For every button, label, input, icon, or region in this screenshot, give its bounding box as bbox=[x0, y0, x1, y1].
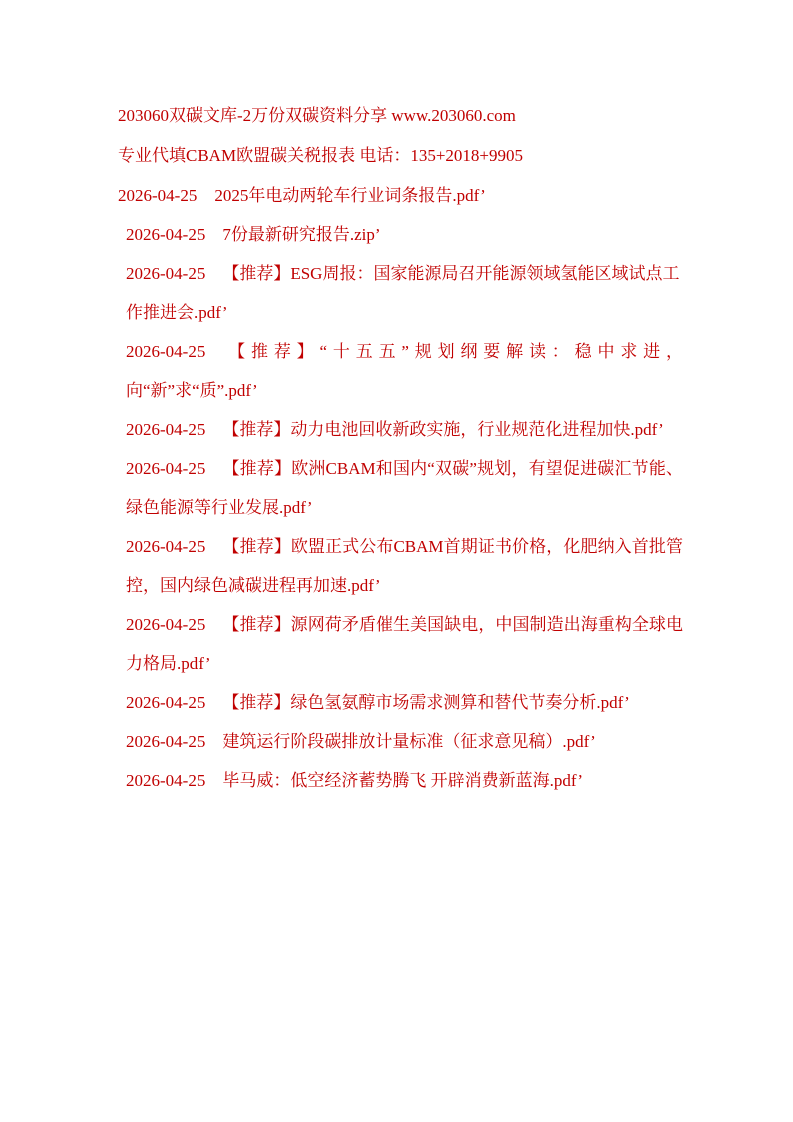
list-item bbox=[118, 410, 683, 449]
entry-date: 2026-04-25 bbox=[126, 264, 206, 283]
entry-filename: 【推荐】“十五五”规划纲要解读：稳中求进，向“新”求“质”.pdf’ bbox=[126, 342, 683, 400]
list-item bbox=[118, 722, 683, 761]
entry-filename: 建筑运行阶段碳排放计量标准（征求意见稿）.pdf’ bbox=[222, 732, 596, 751]
entry-date: 2026-04-25 bbox=[126, 225, 206, 244]
entry-date: 2026-04-25 bbox=[126, 771, 206, 790]
list-item bbox=[118, 215, 683, 254]
list-item bbox=[118, 332, 683, 410]
entry-date: 2026-04-25 bbox=[126, 615, 206, 634]
entry-filename: 【推荐】绿色氢氨醇市场需求测算和替代节奏分析.pdf’ bbox=[222, 693, 630, 712]
entry-date: 2026-04-25 bbox=[126, 420, 206, 439]
entry-filename: 【推荐】动力电池回收新政实施，行业规范化进程加快.pdf’ bbox=[222, 420, 664, 439]
header-line-site: 203060双碳文库-2万份双碳资料分享 www.203060.com bbox=[118, 106, 516, 125]
entry-filename: 【推荐】欧洲CBAM和国内“双碳”规划，有望促进碳汇节能、绿色能源等行业发展.pdf’ bbox=[126, 459, 683, 517]
list-item bbox=[118, 254, 683, 332]
list-item bbox=[118, 527, 683, 605]
entry-date: 2026-04-25 bbox=[126, 459, 206, 478]
entry-filename: 毕马威：低空经济蓄势腾飞 开辟消费新蓝海.pdf’ bbox=[222, 771, 584, 790]
file-listing bbox=[118, 176, 683, 800]
entry-filename: 【推荐】欧盟正式公布CBAM首期证书价格，化肥纳入首批管控，国内绿色减碳进程再加速.pdf’ bbox=[126, 537, 683, 595]
list-item bbox=[118, 176, 683, 215]
entry-date: 2026-04-25 bbox=[126, 732, 206, 751]
list-item bbox=[118, 605, 683, 683]
entry-date: 2026-04-25 bbox=[118, 186, 198, 205]
list-item bbox=[118, 683, 683, 722]
document-header bbox=[118, 96, 683, 176]
entry-filename: 7份最新研究报告.zip’ bbox=[222, 225, 381, 244]
entry-date: 2026-04-25 bbox=[126, 693, 206, 712]
header-line-service: 专业代填CBAM欧盟碳关税报表 电话：135+2018+9905 bbox=[118, 146, 523, 165]
list-item bbox=[118, 761, 683, 800]
list-item bbox=[118, 449, 683, 527]
entry-date: 2026-04-25 bbox=[126, 342, 206, 361]
entry-filename: 【推荐】ESG周报：国家能源局召开能源领域氢能区域试点工作推进会.pdf’ bbox=[126, 264, 680, 322]
entry-filename: 【推荐】源网荷矛盾催生美国缺电，中国制造出海重构全球电力格局.pdf’ bbox=[126, 615, 683, 673]
entry-date: 2026-04-25 bbox=[126, 537, 206, 556]
entry-filename: 2025年电动两轮车行业词条报告.pdf’ bbox=[214, 186, 486, 205]
